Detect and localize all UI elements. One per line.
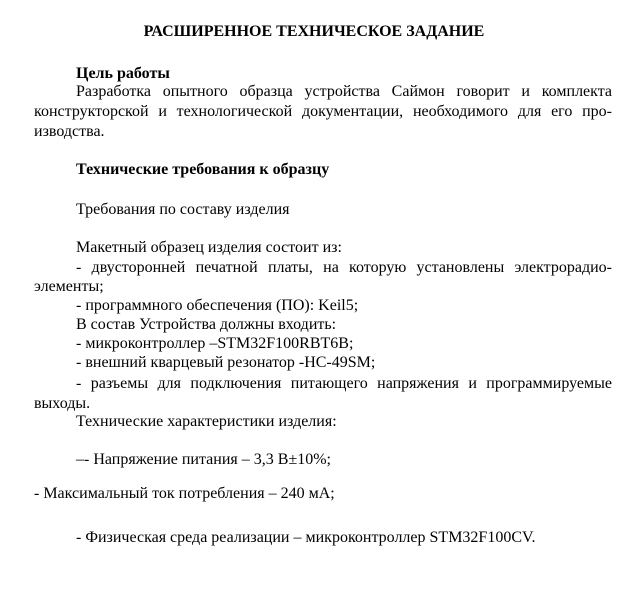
tech-requirements-heading: Технические требования к образцу: [76, 161, 330, 178]
goal-text-line-1: Разработка опытного образца устройства Саймон говорит и комплекта: [76, 83, 612, 100]
device-item-connectors-line-1: - разъемы для подключения питающего напряжения и программируемые: [76, 375, 612, 392]
composition-heading: Требования по составу изделия: [76, 201, 290, 218]
goal-text-line-2: конструкторской и технологической документации, необходимого для его про-: [34, 103, 612, 120]
composition-intro: Макетный образец изделия состоит из:: [76, 239, 342, 256]
device-item-microcontroller: - микроконтроллер –STM32F100RBT6B;: [76, 335, 354, 352]
document-title: РАСШИРЕННОЕ ТЕХНИЧЕСКОЕ ЗАДАНИЕ: [143, 23, 485, 40]
goal-heading: Цель работы: [76, 65, 170, 82]
device-intro: В состав Устройства должны входить:: [76, 316, 337, 333]
device-item-resonator: - внешний кварцевый резонатор -HC-49SM;: [76, 354, 376, 371]
device-item-connectors-line-2: выходы.: [34, 395, 91, 412]
goal-text-line-3: изводства.: [34, 123, 105, 140]
spec-supply-voltage: –- Напряжение питания – 3,3 В±10%;: [76, 451, 331, 468]
spec-implementation-medium: - Физическая среда реализации – микроконтроллер STM32F100CV.: [76, 529, 536, 546]
spec-max-current: - Максимальный ток потребления – 240 мА;: [34, 485, 335, 502]
specs-heading: Технические характеристики изделия:: [76, 413, 337, 430]
composition-item-2: - программного обеспечения (ПО): Keil5;: [76, 297, 359, 314]
composition-item-1-line-1: - двусторонней печатной платы, на которую установлены электрорадио-: [76, 259, 612, 276]
composition-item-1-line-2: элементы;: [34, 278, 104, 295]
